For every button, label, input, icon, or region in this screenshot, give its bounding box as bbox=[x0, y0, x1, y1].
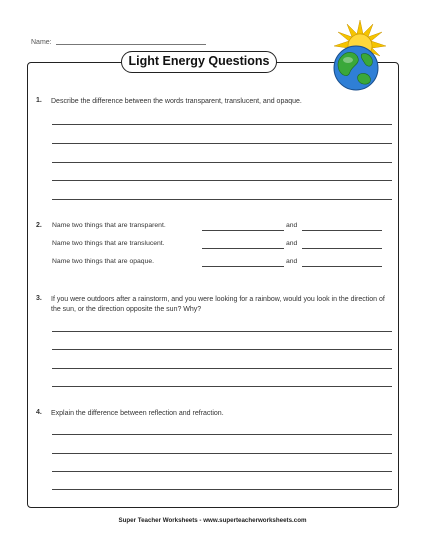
question-2-row-label: Name two things that are translucent. bbox=[52, 240, 165, 247]
and-word: and bbox=[286, 240, 298, 247]
answer-line[interactable] bbox=[52, 180, 392, 181]
answer-line[interactable] bbox=[52, 143, 392, 144]
and-word: and bbox=[286, 258, 298, 265]
question-4-number: 4. bbox=[36, 409, 42, 416]
question-2-row-opaque bbox=[52, 258, 392, 268]
answer-line[interactable] bbox=[52, 162, 392, 163]
answer-line[interactable] bbox=[52, 368, 392, 369]
question-1-number: 1. bbox=[36, 97, 42, 104]
question-2-row-transparent bbox=[52, 222, 392, 232]
answer-blank[interactable] bbox=[202, 230, 284, 231]
answer-line[interactable] bbox=[52, 349, 392, 350]
question-2-row-translucent bbox=[52, 240, 392, 250]
question-2-row-label: Name two things that are opaque. bbox=[52, 258, 155, 265]
question-3-text: If you were outdoors after a rainstorm, and you were looking for a rainbow, would you look in the direction of the sun, or the direction opposite the sun? Why? bbox=[51, 296, 385, 313]
answer-blank[interactable] bbox=[202, 248, 284, 249]
answer-line[interactable] bbox=[52, 124, 392, 125]
answer-line[interactable] bbox=[52, 489, 392, 490]
question-2-number: 2. bbox=[36, 222, 42, 229]
answer-blank[interactable] bbox=[302, 230, 382, 231]
answer-line[interactable] bbox=[52, 199, 392, 200]
question-3-number: 3. bbox=[36, 295, 42, 302]
answer-line[interactable] bbox=[52, 386, 392, 387]
answer-blank[interactable] bbox=[202, 266, 284, 267]
question-1-text: Describe the difference between the words transparent, translucent, and opaque. bbox=[51, 98, 302, 105]
answer-blank[interactable] bbox=[302, 266, 382, 267]
name-label: Name: bbox=[31, 39, 52, 46]
answer-line[interactable] bbox=[52, 434, 392, 435]
footer-credit: Super Teacher Worksheets - www.superteacherworksheets.com bbox=[118, 517, 307, 524]
and-word: and bbox=[286, 222, 298, 229]
page-title: Light Energy Questions bbox=[121, 51, 277, 73]
earth-sun-icon bbox=[322, 18, 392, 94]
answer-line[interactable] bbox=[52, 453, 392, 454]
worksheet-frame bbox=[27, 62, 399, 508]
answer-line[interactable] bbox=[52, 331, 392, 332]
answer-line[interactable] bbox=[52, 471, 392, 472]
answer-blank[interactable] bbox=[302, 248, 382, 249]
question-4-text: Explain the difference between reflection and refraction. bbox=[51, 410, 224, 417]
question-2-row-label: Name two things that are transparent. bbox=[52, 222, 166, 229]
name-row bbox=[31, 39, 206, 46]
name-field[interactable] bbox=[56, 44, 206, 45]
